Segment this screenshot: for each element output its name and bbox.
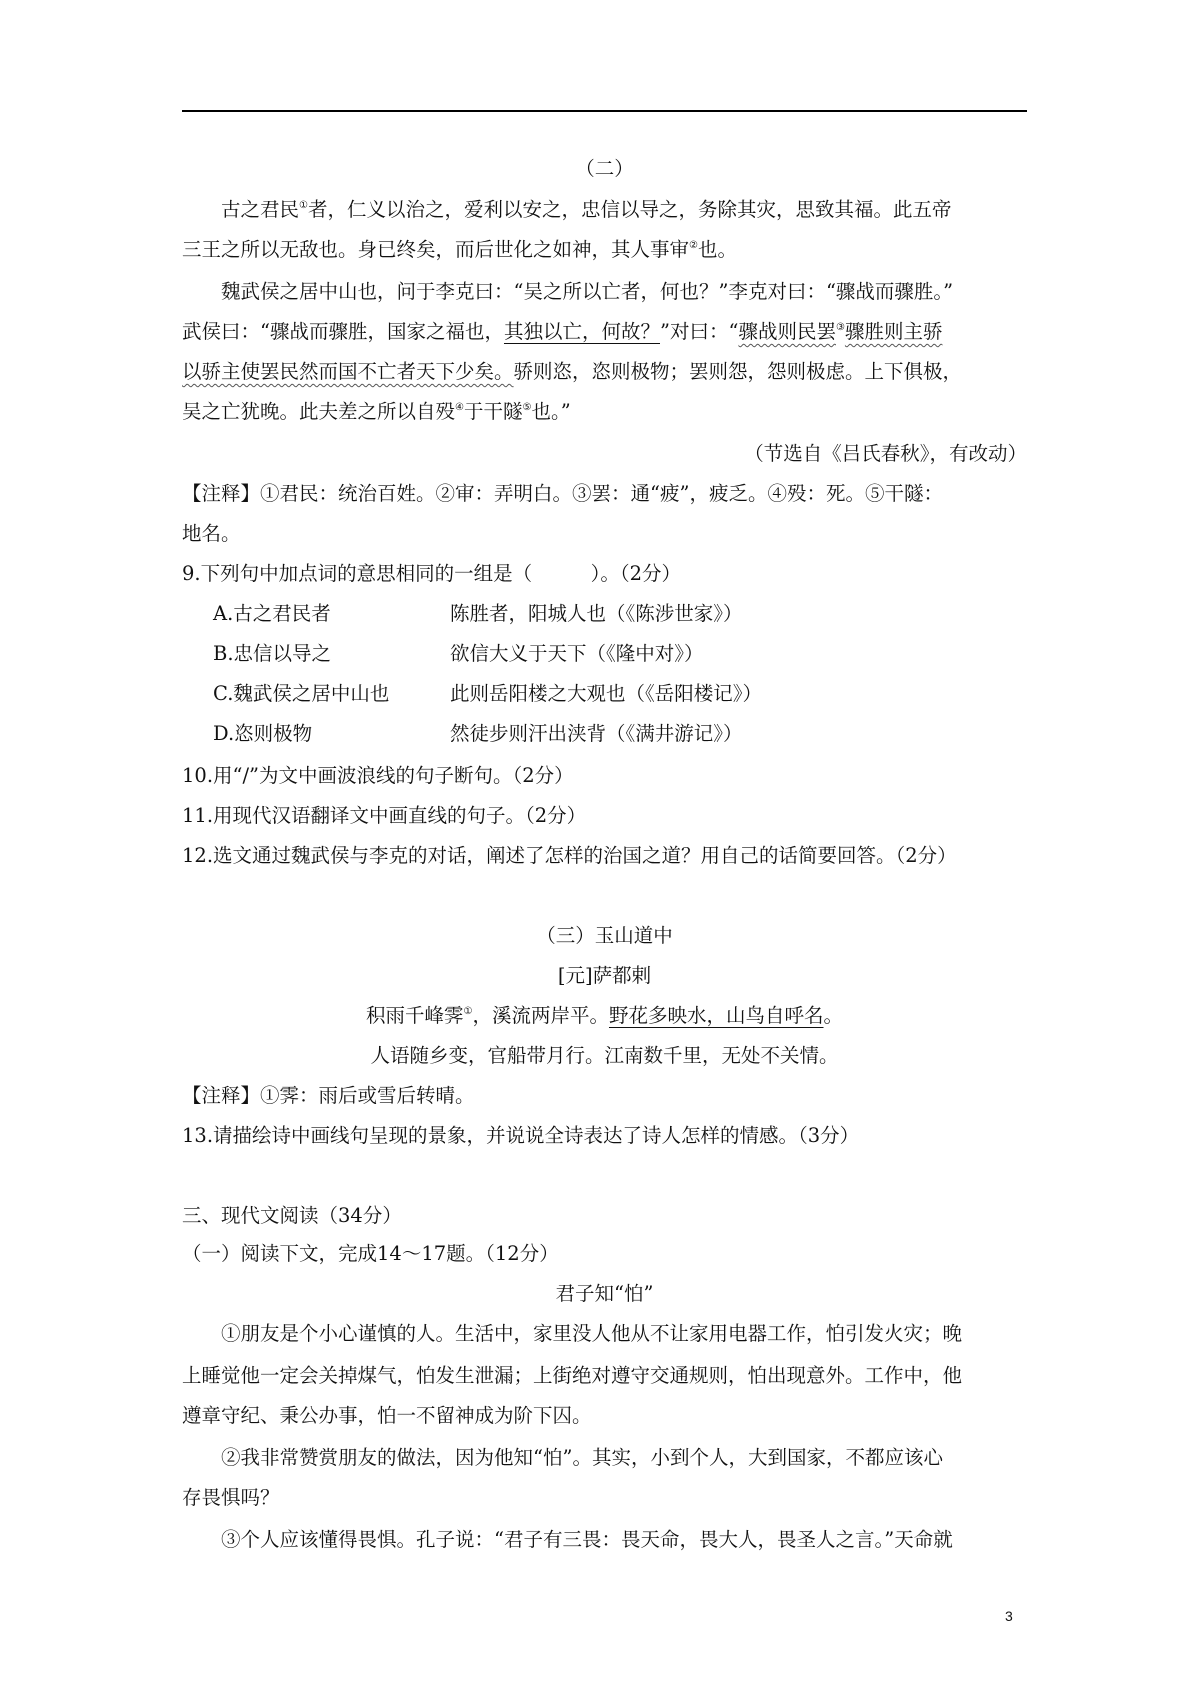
passage-line: 吴之亡犹晚。此夫差之所以自殁④于干隧⑤也。” xyxy=(182,400,571,423)
option-c-left: C.魏武侯之居中山也 xyxy=(213,682,390,705)
wavy-sentence: 骤战则民罢 xyxy=(738,320,836,343)
question-12: 12.选文通过魏武侯与李克的对话，阐述了怎样的治国之道？用自己的话简要回答。（2分） xyxy=(182,844,957,867)
paragraph-line: 遵章守纪、秉公办事，怕一不留神成为阶下囚。 xyxy=(182,1404,592,1427)
paragraph-line: ①朋友是个小心谨慎的人。生活中，家里没人他从不让家用电器工作，怕引发火灾；晚 xyxy=(221,1322,963,1345)
underlined-sentence: 其独以亡，何故？ xyxy=(503,320,660,343)
passage-line: 古之君民①者，仁义以治之，爱利以安之，忠信以导之，务除其灾，思致其福。此五帝 xyxy=(221,198,952,221)
underlined-line: 野花多映水，山鸟自呼名 xyxy=(608,1004,824,1027)
poem-line: 积雨千峰霁①，溪流两岸平。野花多映水，山鸟自呼名。 xyxy=(365,1004,844,1027)
page-number: 3 xyxy=(1005,1608,1013,1624)
question-9: 9.下列句中加点词的意思相同的一组是（ ）。（2分） xyxy=(182,562,682,585)
paragraph-line: ③个人应该懂得畏惧。孔子说：“君子有三畏：畏天命，畏大人，畏圣人之言。”天命就 xyxy=(221,1528,953,1551)
section-heading: （二） xyxy=(575,157,634,180)
option-d-right: 然徒步则汗出浃背（《满井游记》） xyxy=(450,722,743,745)
section-heading: 三、现代文阅读（34分） xyxy=(182,1204,402,1227)
annotation: 【注释】①霁：雨后或雪后转晴。 xyxy=(182,1084,475,1107)
passage-line: 三王之所以无敌也。身已终矣，而后世化之如神，其人事审②也。 xyxy=(182,238,737,261)
subsection-heading: （一）阅读下文，完成14～17题。（12分） xyxy=(182,1242,559,1265)
option-b-left: B.忠信以导之 xyxy=(213,642,332,665)
question-13: 13.请描绘诗中画线句呈现的景象，并说说全诗表达了诗人怎样的情感。（3分） xyxy=(182,1124,860,1147)
question-10: 10.用“/”为文中画波浪线的句子断句。（2分） xyxy=(182,764,574,787)
poem-line: 人语随乡变，官船带月行。江南数千里，无处不关情。 xyxy=(370,1044,839,1067)
annotation: 【注释】①君民：统治百姓。②审：弄明白。③罢：通“疲”，疲乏。④殁：死。⑤干隧： xyxy=(182,482,943,505)
passage-line: 以骄主使罢民然而国不亡者天下少矣。骄则恣，恣则极物；罢则怨，怨则极虑。上下俱极， xyxy=(182,360,963,383)
paragraph-line: ②我非常赞赏朋友的做法，因为他知“怕”。其实，小到个人，大到国家，不都应该心 xyxy=(221,1446,943,1469)
poem-author: [元]萨都剌 xyxy=(557,964,652,987)
wavy-sentence: 以骄主使罢民然而国不亡者天下少矣。 xyxy=(182,360,514,383)
option-d-left: D.恣则极物 xyxy=(213,722,313,745)
paragraph-line: 存畏惧吗？ xyxy=(182,1486,280,1509)
article-title: 君子知“怕” xyxy=(555,1282,654,1305)
paragraph-line: 上睡觉他一定会关掉煤气，怕发生泄漏；上街绝对遵守交通规则，怕出现意外。工作中，他 xyxy=(182,1364,963,1387)
passage-line: 魏武侯之居中山也，问于李克曰：“吴之所以亡者，何也？”李克对曰：“骤战而骤胜。” xyxy=(221,280,954,303)
annotation: 地名。 xyxy=(182,522,241,545)
source-citation: （节选自《吕氏春秋》，有改动） xyxy=(744,442,1027,465)
option-c-right: 此则岳阳楼之大观也（《岳阳楼记》） xyxy=(450,682,763,705)
header-rule xyxy=(182,110,1027,112)
poem-title: （三）玉山道中 xyxy=(536,924,673,947)
option-a-left: A.古之君民者 xyxy=(213,602,331,625)
option-a-right: 陈胜者，阳城人也（《陈涉世家》） xyxy=(450,602,743,625)
question-11: 11.用现代汉语翻译文中画直线的句子。（2分） xyxy=(182,804,587,827)
option-b-right: 欲信大义于天下（《隆中对》） xyxy=(450,642,704,665)
passage-line: 武侯曰：“骤战而骤胜，国家之福也，其独以亡，何故？”对曰：“骤战则民罢③骤胜则主骄 xyxy=(182,320,943,343)
